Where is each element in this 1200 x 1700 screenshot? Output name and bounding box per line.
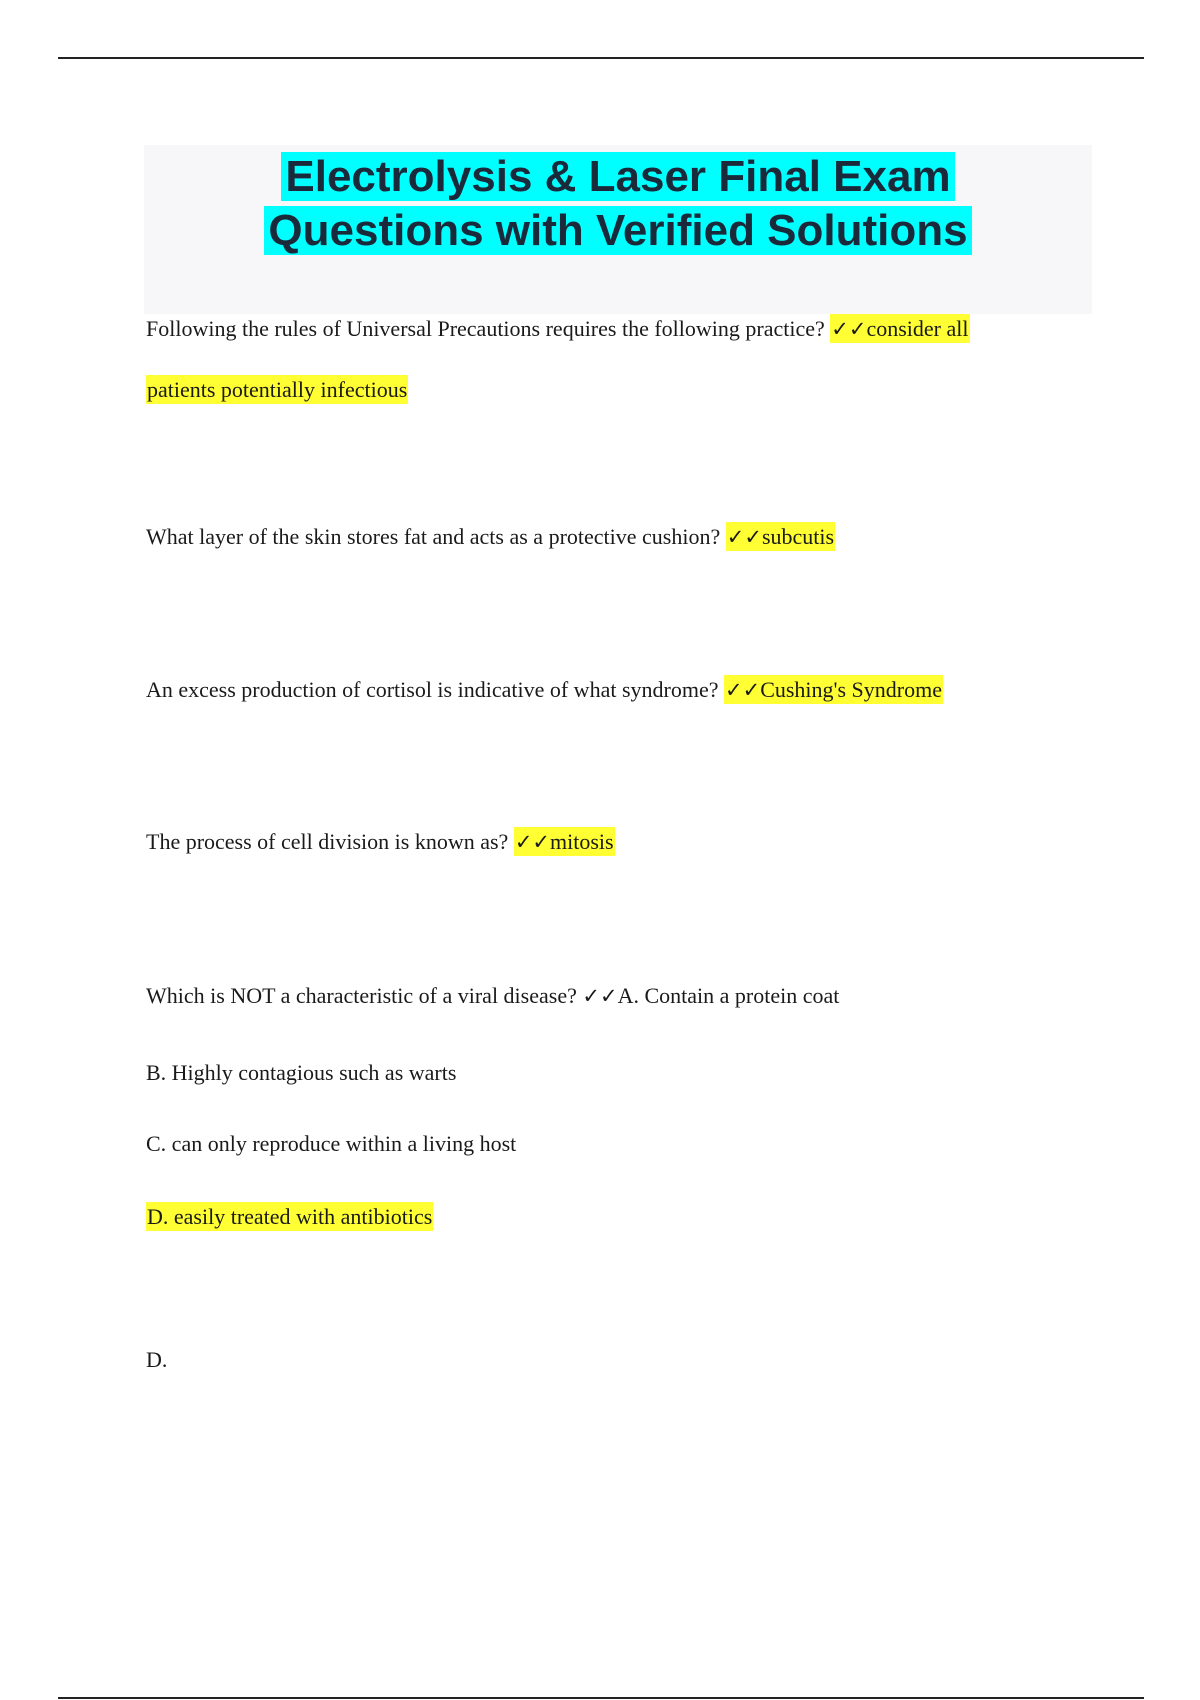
option-c: C. can only reproduce within a living host	[146, 1131, 517, 1156]
answer-1-text-part1: consider all	[866, 316, 969, 341]
answer-4-highlight	[514, 827, 615, 856]
check-mark-icon: ✓✓	[582, 984, 618, 1008]
check-mark-icon: ✓✓	[726, 525, 762, 549]
answer-2-highlight	[726, 522, 835, 551]
question-2-text: What layer of the skin stores fat and acts as a protective cushion?	[146, 524, 721, 549]
answer-3-highlight	[724, 675, 943, 704]
answer-1-text-part2: patients potentially infectious	[147, 377, 408, 402]
question-3-text: An excess production of cortisol is indicative of what syndrome?	[146, 677, 719, 702]
answer-1-continuation	[146, 377, 408, 403]
option-d-line	[146, 1204, 433, 1230]
question-1	[146, 316, 970, 342]
final-answer: D.	[146, 1347, 168, 1372]
question-5-text: Which is NOT a characteristic of a viral disease?	[146, 983, 577, 1008]
answer-2-text: subcutis	[761, 524, 835, 549]
check-mark-icon: ✓✓	[514, 830, 551, 854]
question-1-text: Following the rules of Universal Precautions requires the following practice?	[146, 316, 825, 341]
title-block	[144, 145, 1092, 314]
question-3	[146, 677, 943, 703]
document-title-line-2: Questions with Verified Solutions	[144, 204, 1092, 258]
check-mark-icon: ✓✓	[831, 317, 867, 341]
answer-3-text: Cushing's Syndrome	[760, 677, 942, 702]
bottom-rule	[58, 1697, 1144, 1699]
question-5	[146, 983, 839, 1009]
answer-1-highlight	[830, 314, 969, 343]
check-mark-icon: ✓✓	[724, 678, 761, 702]
top-rule	[58, 57, 1144, 59]
option-a: A. Contain a protein coat	[617, 983, 840, 1008]
question-4	[146, 829, 615, 855]
question-4-text: The process of cell division is known as?	[146, 829, 509, 854]
option-d: D. easily treated with antibiotics	[147, 1204, 433, 1229]
option-b: B. Highly contagious such as warts	[146, 1060, 457, 1085]
question-2	[146, 524, 835, 550]
document-title-line-1: Electrolysis & Laser Final Exam	[144, 150, 1092, 204]
answer-4-text: mitosis	[550, 829, 614, 854]
